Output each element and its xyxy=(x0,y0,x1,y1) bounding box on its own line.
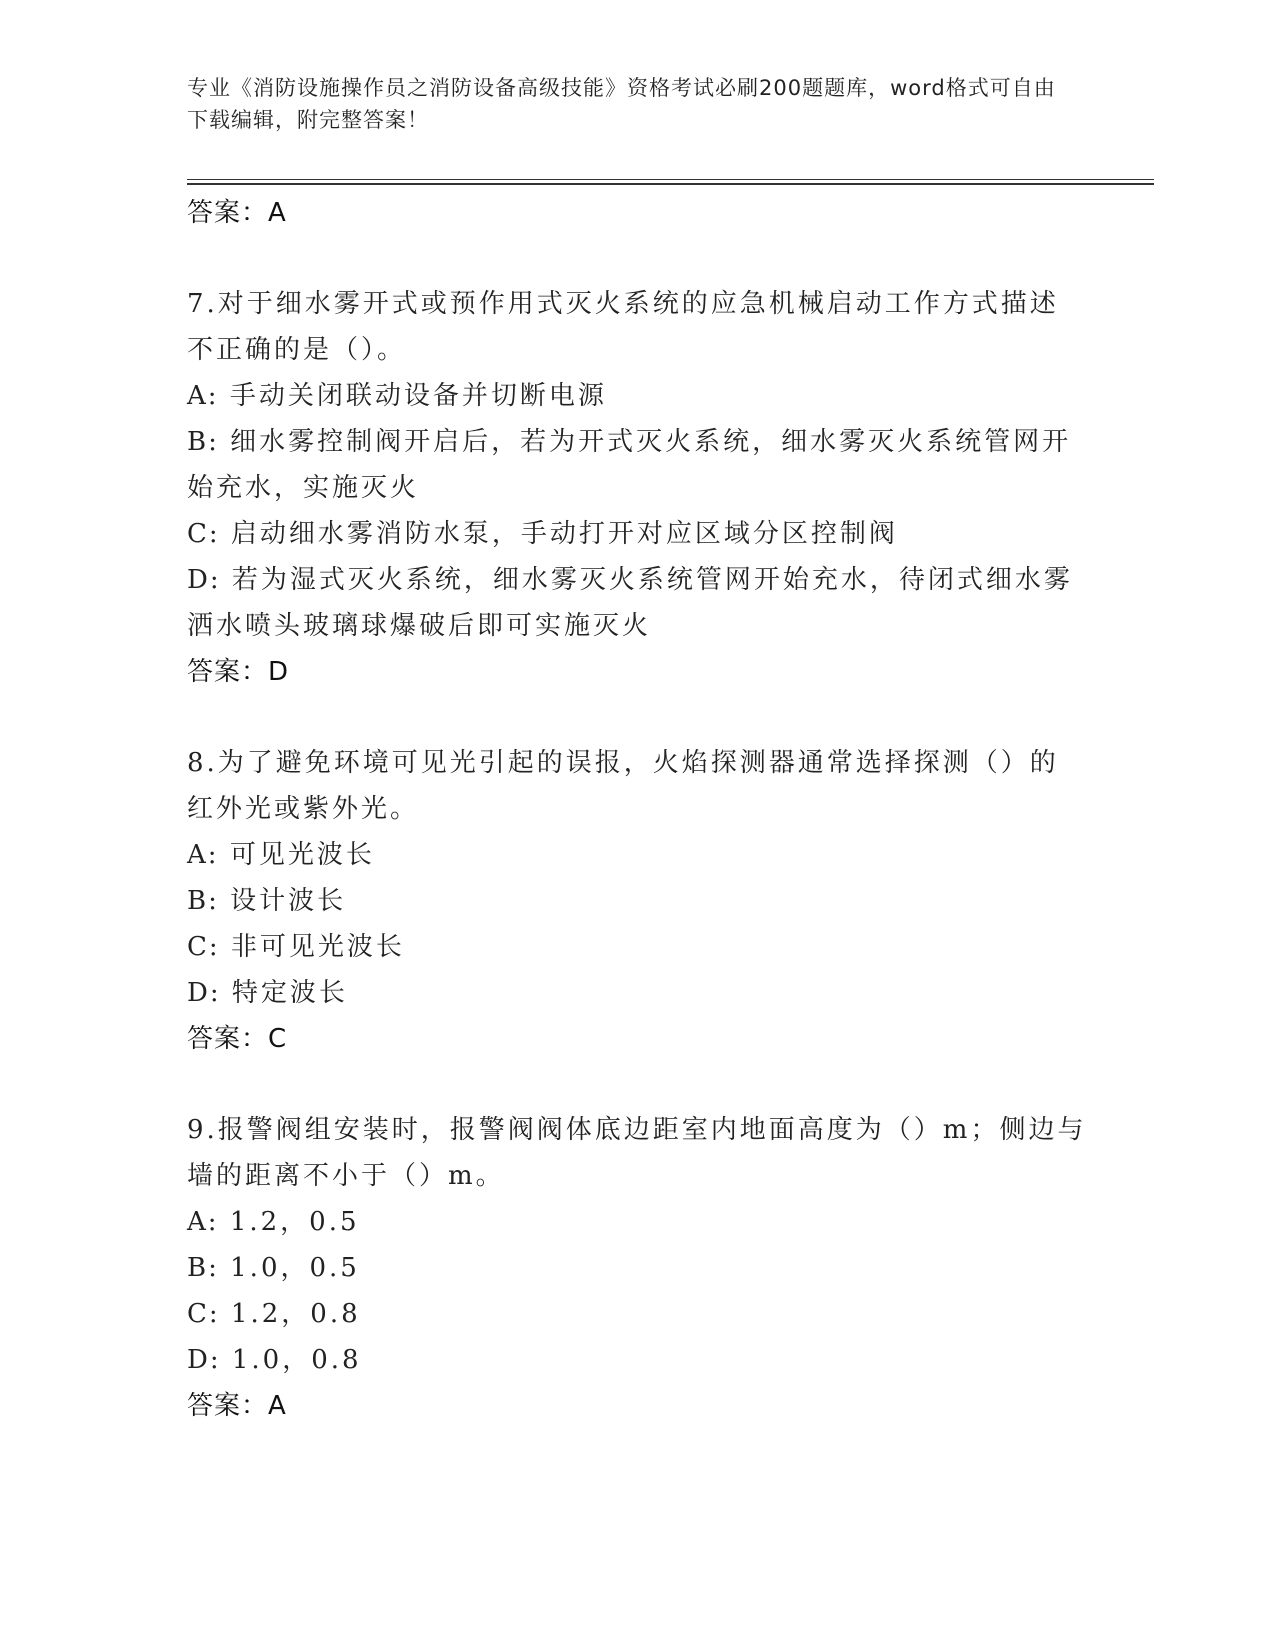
question-block-9 xyxy=(187,1107,1087,1429)
option-text: 启动细水雾消防水泵，手动打开对应区域分区控制阀 xyxy=(230,519,898,549)
option-a xyxy=(187,373,1087,419)
option-a xyxy=(187,1199,1087,1245)
option-text: 手动关闭联动设备并切断电源 xyxy=(229,381,607,411)
option-c xyxy=(187,924,1087,970)
option-letter: D: xyxy=(187,978,221,1008)
option-text: 可见光波长 xyxy=(229,840,375,870)
option-letter: B: xyxy=(187,427,219,457)
question-answer xyxy=(187,1383,1087,1429)
previous-answer xyxy=(187,190,1087,236)
option-a xyxy=(187,832,1087,878)
option-letter: C: xyxy=(187,932,220,962)
option-d xyxy=(187,1337,1087,1383)
option-text: 若为湿式灭火系统，细水雾灭火系统管网开始充水，待闭式细水雾洒水喷头玻璃球爆破后即可实施灭火 xyxy=(187,565,1073,641)
answer-label: 答案： xyxy=(187,657,269,687)
option-d xyxy=(187,557,1087,649)
page-header: 专业《消防设施操作员之消防设备高级技能》资格考试必刷200题题库，word格式可自由下载编辑，附完整答案！ xyxy=(187,76,1056,132)
option-letter: B: xyxy=(187,1253,219,1283)
answer-label: 答案： xyxy=(187,1391,269,1421)
option-text: 细水雾控制阀开启后，若为开式灭火系统，细水雾灭火系统管网开始充水，实施灭火 xyxy=(187,427,1072,503)
option-c xyxy=(187,1291,1087,1337)
question-block-7 xyxy=(187,281,1087,695)
option-text: 特定波长 xyxy=(231,978,348,1008)
option-text: 1.2，0.8 xyxy=(230,1299,361,1329)
option-letter: B: xyxy=(187,886,219,916)
option-letter: A: xyxy=(187,840,219,870)
document-body xyxy=(187,190,1087,1429)
answer-value: C xyxy=(268,1024,287,1054)
header-divider-thick xyxy=(187,183,1154,185)
question-text: 9.报警阀组安装时，报警阀阀体底边距室内地面高度为（）m；侧边与墙的距离不小于（）m。 xyxy=(187,1115,1087,1191)
option-text: 设计波长 xyxy=(230,886,347,916)
option-text: 1.0，0.5 xyxy=(230,1253,360,1283)
option-text: 1.2，0.5 xyxy=(229,1207,360,1237)
option-c xyxy=(187,511,1087,557)
answer-label: 答案： xyxy=(187,198,269,228)
option-b xyxy=(187,419,1087,511)
option-text: 1.0，0.8 xyxy=(231,1345,362,1375)
option-text: 非可见光波长 xyxy=(230,932,405,962)
question-text: 8.为了避免环境可见光引起的误报，火焰探测器通常选择探测（）的红外光或紫外光。 xyxy=(187,748,1059,824)
option-b xyxy=(187,1245,1087,1291)
header-divider xyxy=(187,179,1154,180)
option-d xyxy=(187,970,1087,1016)
answer-value: A xyxy=(268,198,286,228)
question-answer xyxy=(187,1016,1087,1062)
answer-value: A xyxy=(268,1391,286,1421)
question-answer xyxy=(187,649,1087,695)
answer-label: 答案： xyxy=(187,1024,269,1054)
option-letter: D: xyxy=(187,1345,221,1375)
option-letter: C: xyxy=(187,1299,220,1329)
option-b xyxy=(187,878,1087,924)
option-letter: D: xyxy=(187,565,221,595)
option-letter: A: xyxy=(187,381,219,411)
question-text: 7.对于细水雾开式或预作用式灭火系统的应急机械启动工作方式描述不正确的是（）。 xyxy=(187,289,1059,365)
option-letter: C: xyxy=(187,519,220,549)
answer-value: D xyxy=(268,657,289,687)
question-block-8 xyxy=(187,740,1087,1062)
option-letter: A: xyxy=(187,1207,219,1237)
